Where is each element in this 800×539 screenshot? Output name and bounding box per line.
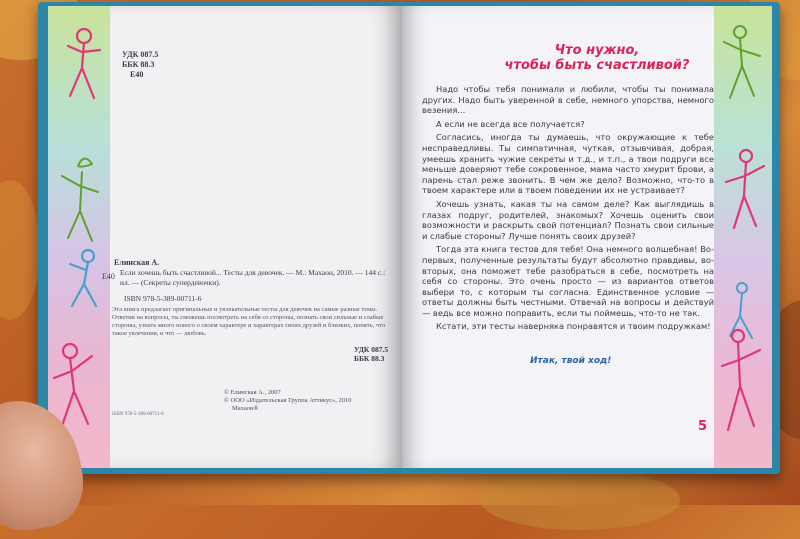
- fabric-pattern: [480, 470, 680, 530]
- copyright-line: © Елинская А., 2007: [224, 389, 281, 396]
- dancing-figure-icon: [48, 6, 110, 468]
- udc-line: УДК 087.5: [122, 50, 159, 59]
- right-page: [402, 6, 772, 468]
- paragraph: Согласись, иногда ты думаешь, что окружающие к тебе несправедливы. Ты симпатичная, чуткая, отзывчивая, добрая, умеешь хранить чужие секреты и т.д., и т.п., а твои подруги все меньше доверяют тебе сокровенное, мама часто хмурит брови, а парень стал реже звонить. В чем же дело? Возможно, что-то в твоем характере или в твоем поведении их не устраивает?: [422, 132, 714, 196]
- page-title: [482, 43, 712, 73]
- paragraph: Кстати, эти тесты наверняка понравятся и твоим подружкам!: [436, 321, 711, 332]
- author-code: Е40: [102, 272, 115, 281]
- isbn-line: ISBN 978-5-389-00711-6: [124, 294, 202, 303]
- title-line: чтобы быть счастливой?: [504, 58, 690, 73]
- udc-bottom-block: [354, 345, 388, 363]
- closing-line: Итак, твой ход!: [530, 356, 612, 366]
- bibliographic-entry: Если хочешь быть счастливой... Тесты для девочек. — М.: Махаон, 2010. — 144 с.: ил. — (Секреты супердевочки).: [120, 268, 386, 287]
- author-name: Елинская А.: [114, 258, 160, 267]
- page-body: [422, 84, 714, 335]
- title-line: Что нужно,: [554, 43, 640, 58]
- index-line: Е40: [130, 70, 144, 79]
- copyright-line: © ООО «Издательская Группа Аттикус», 2010: [224, 397, 352, 404]
- fabric-pattern: [0, 180, 40, 320]
- paragraph: Хочешь узнать, какая ты на самом деле? Как выглядишь в глазах подруг, родителей, знакомых? Хочешь оценить свои возможности и раскрыть свой потенциал? Познать свои сильные и слабые стороны? Лучше понять своих друзей?: [422, 198, 714, 241]
- decorative-strip-left: [48, 6, 110, 468]
- dancing-figure-icon: [714, 6, 772, 468]
- book-abstract: Эта книга предлагает оригинальные и увлекательные тесты для девочек на самые разные темы. Ответив на вопросы, ты сможешь посмотреть на себя со стороны, познать свои сильные и слабые стороны, узнать много нового о своем характере и характерах своих друзей и близких, понять, что такое увлечения, и что — любовь.: [112, 306, 386, 337]
- decorative-strip-right: [714, 6, 772, 468]
- paragraph: Тогда эта книга тестов для тебя! Она немного волшебная! Во-первых, полученные результаты будут абсолютно правдивы, во-вторых, она поможет тебе разобраться в себе, посмотреть на себя со стороны. Это очень просто — из вариантов ответов выбери то, с которым ты согласна. Единственное условие — ответы должны быть честными. Отвечай на вопросы и действуй — ведь все можно поправить, если ты поймешь, что-то не так.: [422, 244, 714, 318]
- bbk-line: ББК 88.3: [122, 60, 155, 69]
- page-number: 5: [698, 419, 708, 434]
- udc-block: [122, 50, 158, 80]
- paragraph: А если не всегда все получается?: [436, 118, 585, 129]
- copyright-block: [224, 389, 402, 413]
- bbk-bottom-line: ББК 88.3: [354, 354, 385, 363]
- left-page: [48, 6, 402, 468]
- udc-bottom-line: УДК 087.5: [354, 345, 389, 354]
- copyright-line: Махаон®: [232, 405, 259, 412]
- isbn-footer: ISBN 978-5-389-00711-6: [112, 412, 164, 417]
- paragraph: Надо чтобы тебя понимали и любили, чтобы ты понимала других. Надо быть уверенной в себе, немного упорства, немного везения...: [422, 84, 714, 116]
